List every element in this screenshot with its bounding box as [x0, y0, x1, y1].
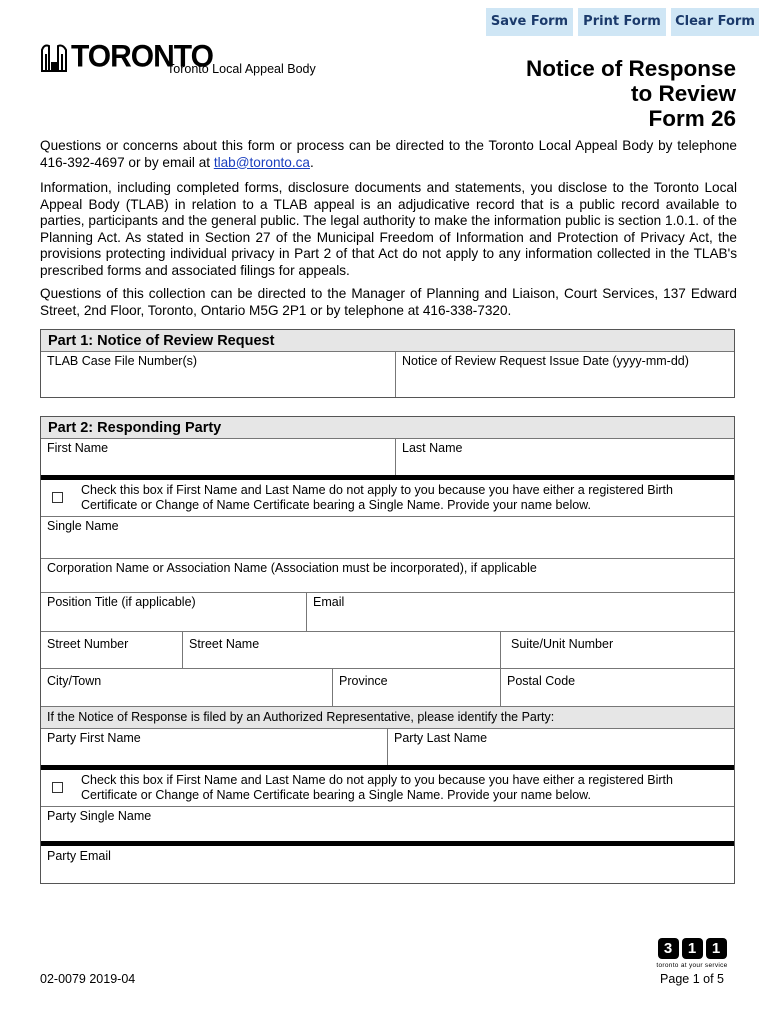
party-single-name-checkbox-label — [81, 773, 673, 803]
contact-text: Questions or concerns about this form or process can be directed to the Toronto Local Appeal Body by telephone 416-392-4697 or by email at — [40, 138, 737, 170]
logo-311 — [646, 938, 738, 969]
party-first-name-field[interactable]: Party First Name — [47, 731, 141, 745]
representative-note: If the Notice of Response is filed by an Authorized Representative, please identify the Party: — [47, 710, 555, 724]
form-title — [526, 56, 736, 131]
collection-paragraph: Questions of this collection can be directed to the Manager of Planning and Liaison, Court Services, 137 Edward Street, 2nd Floor, Toronto, Ontario M5G 2P1 or by telephone at 416-338-7320. — [40, 286, 737, 318]
logo311-digit: 1 — [706, 938, 727, 959]
email-link[interactable]: tlab@toronto.ca — [213, 154, 310, 170]
part1-section — [40, 329, 735, 398]
part2-heading: Part 2: Responding Party — [41, 417, 734, 439]
part1-heading: Part 1: Notice of Review Request — [41, 330, 734, 352]
part2-section — [40, 416, 735, 884]
privacy-paragraph: Information, including completed forms, disclosure documents and statements, you disclose to the Toronto Local Appeal Body (TLAB) in relation to a TLAB appeal is an adjudicative record that is a public record available to parties, participants and the general public. The legal authority to make the information public is section 1.0.1. of the Planning Act. As stated in Section 27 of the Municipal Freedom of Information and Protection of Privacy Act, the provisions protecting individual privacy in Part 2 of that Act do not apply to any information collected in the TLAB's prescribed forms and associated filings for appeals. — [40, 180, 737, 278]
clear-form-button[interactable]: Clear Form — [671, 8, 759, 36]
position-title-field[interactable]: Position Title (if applicable) — [47, 595, 196, 609]
city-hall-icon — [41, 42, 67, 72]
single-name-checkbox[interactable] — [52, 492, 63, 503]
party-checkbox-label-line-2: Certificate or Change of Name Certificate bearing a Single Name. Provide your name below. — [81, 788, 591, 802]
print-form-button[interactable]: Print Form — [578, 8, 666, 36]
first-name-field[interactable]: First Name — [47, 441, 109, 455]
city-town-field[interactable]: City/Town — [47, 674, 102, 688]
title-line-1: Notice of Response — [525, 56, 736, 81]
party-checkbox-label-line-1: Check this box if First Name and Last Name do not apply to you because you have either a registered Birth — [81, 773, 673, 787]
postal-code-field[interactable]: Postal Code — [500, 669, 734, 706]
issue-date-field[interactable]: Notice of Review Request Issue Date (yyyy-mm-dd) — [395, 352, 734, 397]
checkbox-label-line-1: Check this box if First Name and Last Name do not apply to you because you have either a registered Birth — [81, 483, 673, 497]
party-single-name-field[interactable]: Party Single Name — [47, 809, 152, 823]
logo311-digit: 3 — [658, 938, 679, 959]
email-field[interactable]: Email — [306, 593, 734, 631]
save-form-button[interactable]: Save Form — [486, 8, 573, 36]
single-name-field[interactable]: Single Name — [47, 519, 119, 533]
party-single-name-checkbox[interactable] — [52, 782, 63, 793]
last-name-field[interactable]: Last Name — [395, 439, 734, 475]
street-number-field[interactable]: Street Number — [47, 637, 129, 651]
title-line-2: to Review — [630, 81, 736, 106]
suite-unit-field[interactable]: Suite/Unit Number — [500, 632, 734, 668]
province-field[interactable]: Province — [332, 669, 500, 706]
tlab-case-file-field[interactable]: TLAB Case File Number(s) — [47, 354, 198, 368]
party-email-field[interactable]: Party Email — [47, 849, 111, 863]
checkbox-label-line-2: Certificate or Change of Name Certificate bearing a Single Name. Provide your name below. — [81, 498, 591, 512]
party-last-name-field[interactable]: Party Last Name — [387, 729, 734, 765]
agency-name: Toronto Local Appeal Body — [167, 62, 316, 76]
page-number: Page 1 of 5 — [660, 972, 724, 986]
logo-wordmark: TORONTO — [71, 39, 213, 74]
corporation-name-field[interactable]: Corporation Name or Association Name (Association must be incorporated), if applicable — [47, 561, 537, 575]
street-name-field[interactable]: Street Name — [182, 632, 500, 668]
form-toolbar — [486, 8, 759, 36]
intro-contact-paragraph — [40, 138, 737, 171]
contact-end: . — [309, 154, 314, 170]
title-line-3: Form 26 — [648, 106, 736, 131]
logo311-digit: 1 — [682, 938, 703, 959]
single-name-checkbox-label — [81, 483, 673, 513]
logo311-tagline: toronto at your service — [656, 962, 728, 969]
form-code: 02-0079 2019-04 — [40, 972, 136, 986]
